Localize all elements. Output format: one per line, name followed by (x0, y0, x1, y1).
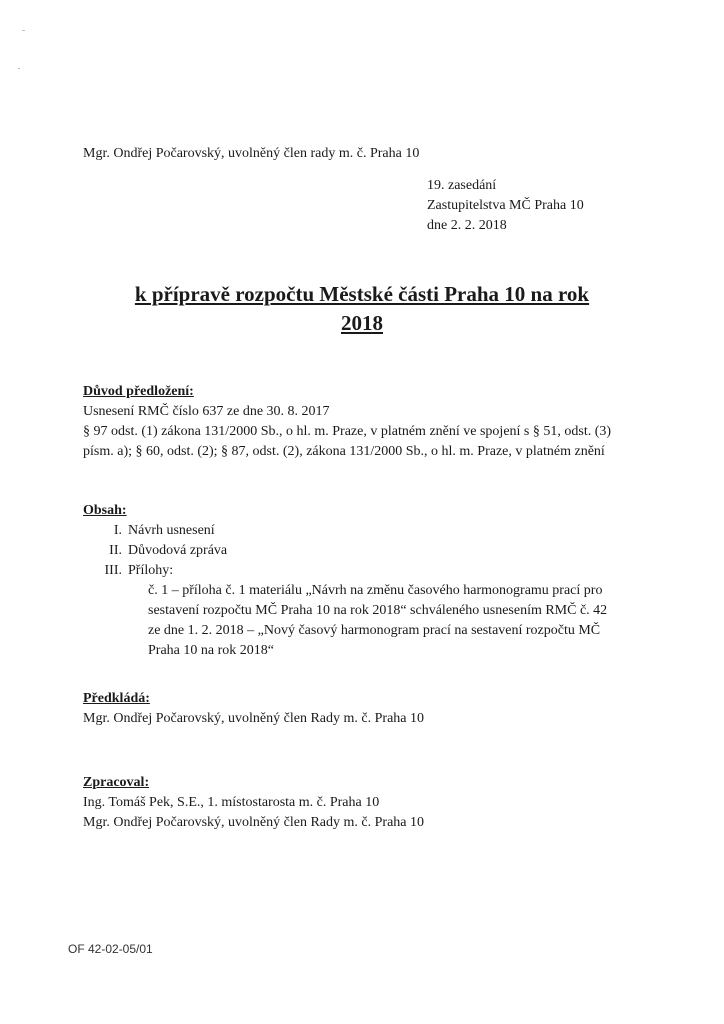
scan-mark (22, 30, 25, 31)
item-number: III. (104, 563, 122, 578)
item-label: Důvodová zpráva (128, 543, 228, 558)
processed-heading: Zpracoval: (83, 775, 150, 790)
presenter-section (83, 689, 643, 729)
processed-section (83, 773, 643, 833)
attachment-line: ze dne 1. 2. 2018 – „Nový časový harmonogram prací na sestavení rozpočtu MČ (148, 623, 601, 638)
attachment-line: Praha 10 na rok 2018“ (148, 643, 274, 658)
scan-mark (18, 68, 20, 69)
title-line-1: k přípravě rozpočtu Městské části Praha 10 na rok (134, 282, 590, 306)
attachment-line: sestavení rozpočtu MČ Praha 10 na rok 2018“ schváleného usnesením RMČ č. 42 (148, 603, 608, 618)
presenter-heading: Předkládá: (83, 691, 150, 706)
meeting-body: Zastupitelstva MČ Praha 10 (427, 198, 584, 213)
processed-line: Mgr. Ondřej Počarovský, uvolněný člen Rady m. č. Praha 10 (83, 815, 424, 830)
meeting-date: dne 2. 2. 2018 (427, 218, 507, 233)
content-section (83, 501, 643, 661)
form-code: OF 42-02-05/01 (68, 942, 153, 956)
item-number: II. (109, 543, 122, 558)
meeting-info (427, 176, 584, 236)
content-item-2 (83, 541, 643, 561)
content-item-3 (83, 561, 643, 581)
meeting-session: 19. zasedání (427, 178, 497, 193)
title-line-2: 2018 (341, 311, 383, 335)
reason-line: písm. a); § 60, odst. (2); § 87, odst. (2), zákona 131/2000 Sb., o hl. m. Praze, v platném znění (83, 444, 605, 459)
content-item-1 (83, 521, 643, 541)
reason-line: Usnesení RMČ číslo 637 ze dne 30. 8. 2017 (83, 404, 330, 419)
presenter-line: Mgr. Ondřej Počarovský, uvolněný člen Rady m. č. Praha 10 (83, 711, 424, 726)
item-label: Přílohy: (128, 563, 174, 578)
reason-heading: Důvod předložení: (83, 384, 194, 399)
document-title (100, 280, 624, 338)
item-label: Návrh usnesení (128, 523, 215, 538)
item-number: I. (113, 523, 122, 538)
processed-line: Ing. Tomáš Pek, S.E., 1. místostarosta m. č. Praha 10 (83, 795, 380, 810)
author-line: Mgr. Ondřej Počarovský, uvolněný člen rady m. č. Praha 10 (83, 146, 420, 161)
attachment-line: č. 1 – příloha č. 1 materiálu „Návrh na změnu časového harmonogramu prací pro (148, 583, 603, 598)
attachment-description (83, 581, 638, 661)
content-heading: Obsah: (83, 503, 127, 518)
reason-section (83, 382, 643, 462)
reason-line: § 97 odst. (1) zákona 131/2000 Sb., o hl. m. Praze, v platném znění ve spojení s § 51, odst. (3) (83, 424, 612, 439)
